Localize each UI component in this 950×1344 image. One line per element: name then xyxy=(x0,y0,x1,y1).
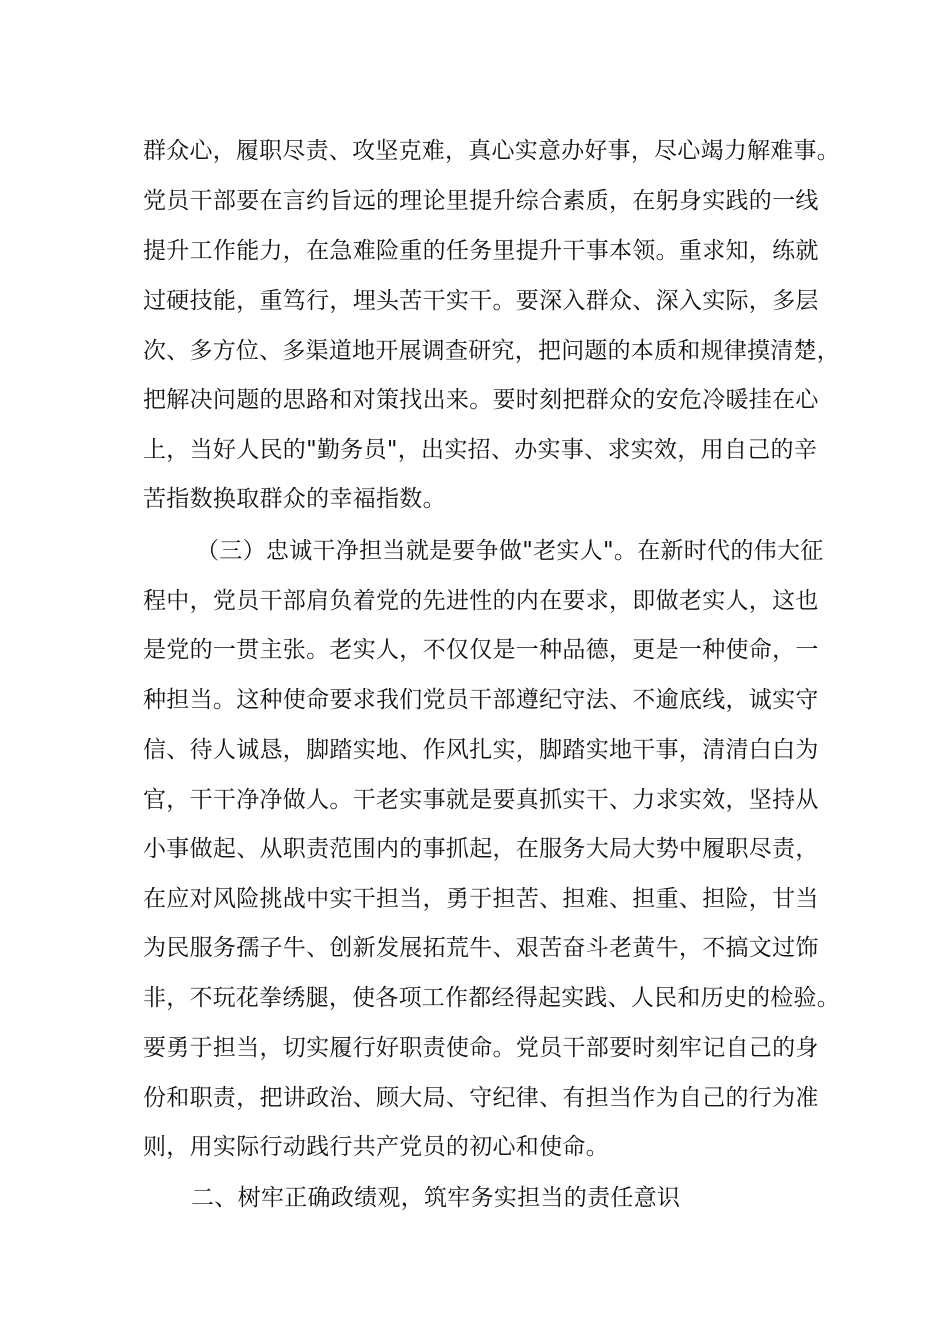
paragraph-line: 把解决问题的思路和对策找出来。要时刻把群众的安危冷暖挂在心 xyxy=(143,387,819,413)
paragraph-line: 则，用实际行动践行共产党员的初心和使命。 xyxy=(143,1134,609,1160)
paragraph-line: 程中，党员干部肩负着党的先进性的内在要求，即做老实人，这也 xyxy=(143,588,819,614)
paragraph-line: 份和职责，把讲政治、顾大局、守纪律、有担当作为自己的行为准 xyxy=(143,1085,819,1111)
paragraph-line: 上，当好人民的"勤务员"，出实招、办实事、求实效，用自己的辛 xyxy=(143,437,818,463)
section-heading: 二、树牢正确政绩观，筑牢务实担当的责任意识 xyxy=(191,1185,681,1211)
paragraph-line: 为民服务孺子牛、创新发展拓荒牛、艰苦奋斗老黄牛，不搞文过饰 xyxy=(143,935,819,961)
paragraph-line: 群众心，履职尽责、攻坚克难，真心实意办好事，尽心竭力解难事。 xyxy=(143,138,840,164)
subsection-line: （三）忠诚干净担当就是要争做"老实人"。在新时代的伟大征 xyxy=(196,538,824,564)
paragraph-line: 次、多方位、多渠道地开展调查研究，把问题的本质和规律摸清楚， xyxy=(143,338,840,364)
paragraph-line: 种担当。这种使命要求我们党员干部遵纪守法、不逾底线，诚实守 xyxy=(143,687,819,713)
paragraph-line: 是党的一贯主张。老实人，不仅仅是一种品德，更是一种使命，一 xyxy=(143,637,819,663)
paragraph-line: 在应对风险挑战中实干担当，勇于担苦、担难、担重、担险，甘当 xyxy=(143,886,819,912)
paragraph-line: 苦指数换取群众的幸福指数。 xyxy=(143,486,446,512)
paragraph-line: 要勇于担当，切实履行好职责使命。党员干部要时刻牢记自己的身 xyxy=(143,1035,819,1061)
paragraph-line: 非，不玩花拳绣腿，使各项工作都经得起实践、人民和历史的检验。 xyxy=(143,985,840,1011)
paragraph-line: 小事做起、从职责范围内的事抓起，在服务大局大势中履职尽责， xyxy=(143,836,819,862)
paragraph-line: 官，干干净净做人。干老实事就是要真抓实干、力求实效，坚持从 xyxy=(143,787,819,813)
paragraph-line: 过硬技能，重笃行，埋头苦干实干。要深入群众、深入实际，多层 xyxy=(143,288,819,314)
paragraph-line: 提升工作能力，在急难险重的任务里提升干事本领。重求知，练就 xyxy=(143,238,819,264)
paragraph-line: 信、待人诚恳，脚踏实地、作风扎实，脚踏实地干事，清清白白为 xyxy=(143,737,819,763)
paragraph-line: 党员干部要在言约旨远的理论里提升综合素质，在躬身实践的一线 xyxy=(143,188,819,214)
